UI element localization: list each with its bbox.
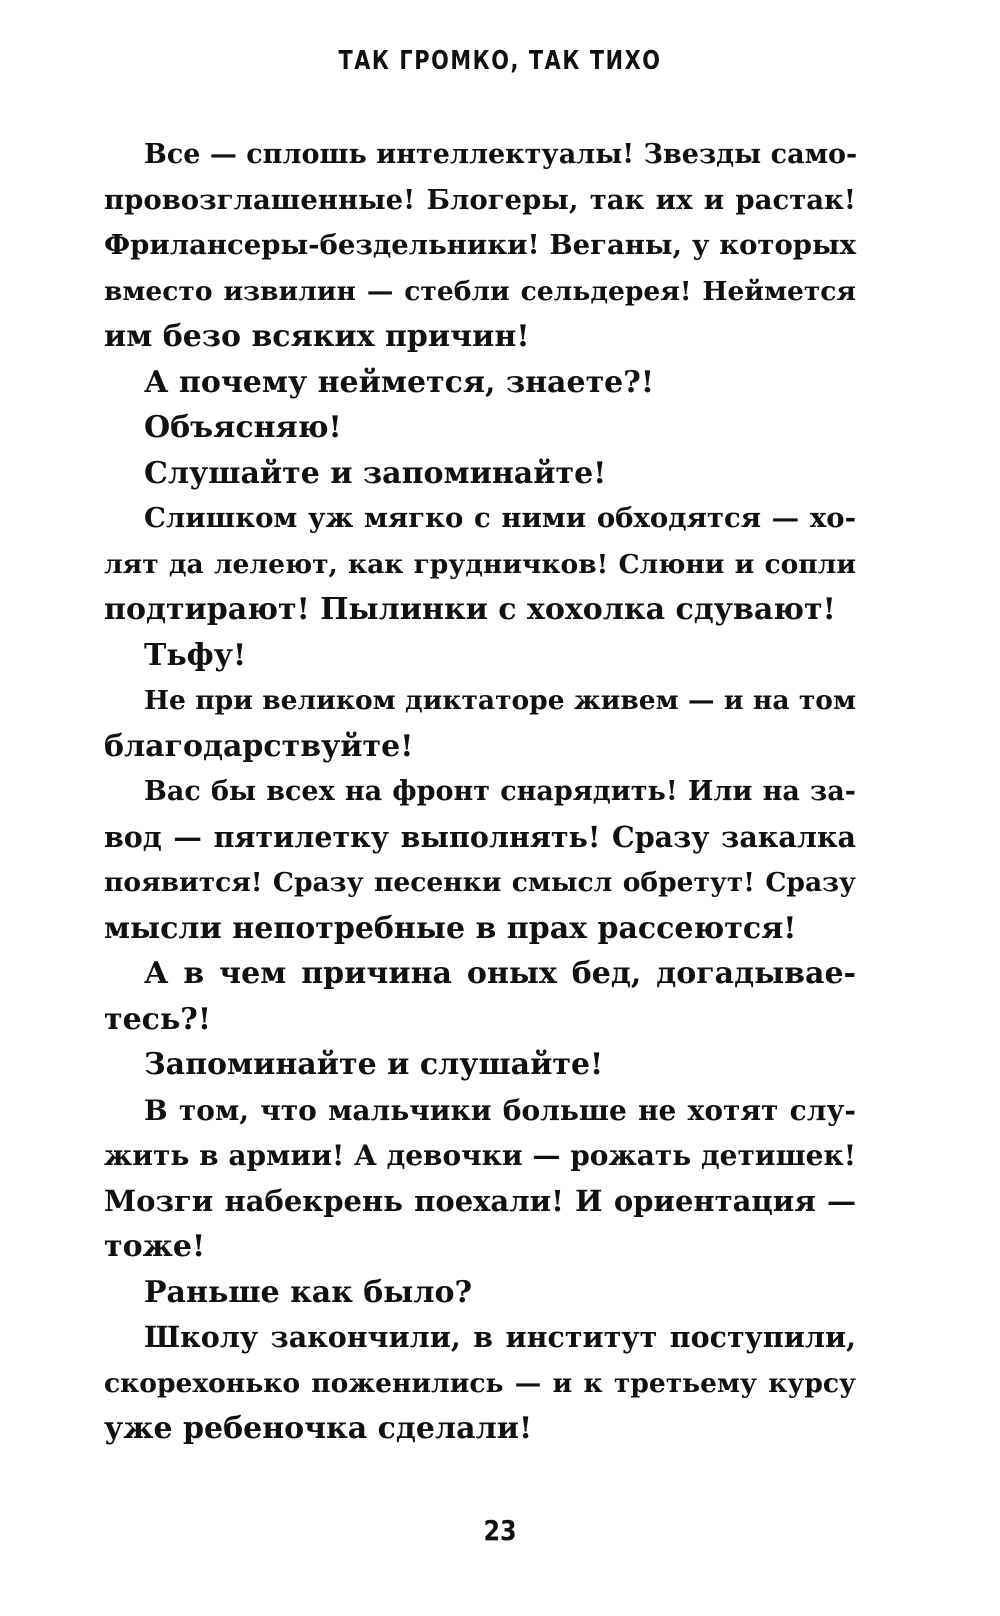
text-line: Слушайте и запоминайте!: [144, 455, 607, 491]
text-line: появится! Сразу песенки смысл обретут! Сразу: [104, 867, 856, 898]
text-line: Мозги набекрень поехали! И ориентация —: [104, 1183, 856, 1218]
text-line: Школу закончили, в институт поступили,: [144, 1320, 856, 1354]
text-line: А почему неймется, знаете?!: [144, 364, 654, 400]
text-line: скорехонько поженились — и к третьему курсу: [104, 1367, 856, 1399]
text-line: Вас бы всех на фронт снарядить! Или на за-: [144, 776, 856, 807]
text-line: тесь?!: [104, 1001, 212, 1037]
text-line: благодарствуйте!: [104, 728, 414, 764]
text-line: лят да лелеют, как грудничков! Слюни и сопли: [104, 548, 856, 580]
text-line: подтирают! Пылинки с хохолка сдувают!: [104, 592, 836, 627]
text-line: Раньше как было?: [144, 1274, 473, 1310]
text-line: жить в армии! А девочки — рожать детишек!: [104, 1139, 856, 1172]
text-line: Запоминайте и слушайте!: [144, 1047, 604, 1082]
text-line: Все — сплошь интеллектуалы! Звезды само-: [144, 139, 858, 170]
page-number: 23: [483, 1514, 517, 1547]
text-line: Тьфу!: [144, 637, 247, 673]
text-line: мысли непотребные в прах рассеются!: [104, 910, 797, 946]
text-line: уже ребеночка сделали!: [104, 1411, 533, 1446]
text-line: вод — пятилетку выполнять! Сразу закалка: [104, 819, 856, 854]
text-line: А в чем причина оных бед, догадывае-: [144, 956, 856, 991]
text-line: провозглашенные! Блогеры, так их и растак!: [104, 183, 856, 216]
text-line: Фрилансеры-бездельники! Веганы, у которых: [104, 229, 856, 261]
text-line: тоже!: [104, 1229, 206, 1264]
text-line: Не при великом диктаторе живем — и на том: [144, 685, 856, 716]
text-line: Объясняю!: [144, 410, 342, 445]
running-title: ТАК ГРОМКО, ТАК ТИХО: [338, 46, 662, 76]
text-line: вместо извилин — стебли сельдерея! Неймется: [104, 275, 856, 307]
text-line: В том, что мальчики больше не хотят слу-: [144, 1093, 856, 1127]
body-text: [104, 132, 856, 1452]
text-line: им безо всяких причин!: [104, 319, 530, 354]
text-line: Слишком уж мягко с ними обходятся — хо-: [144, 502, 856, 534]
